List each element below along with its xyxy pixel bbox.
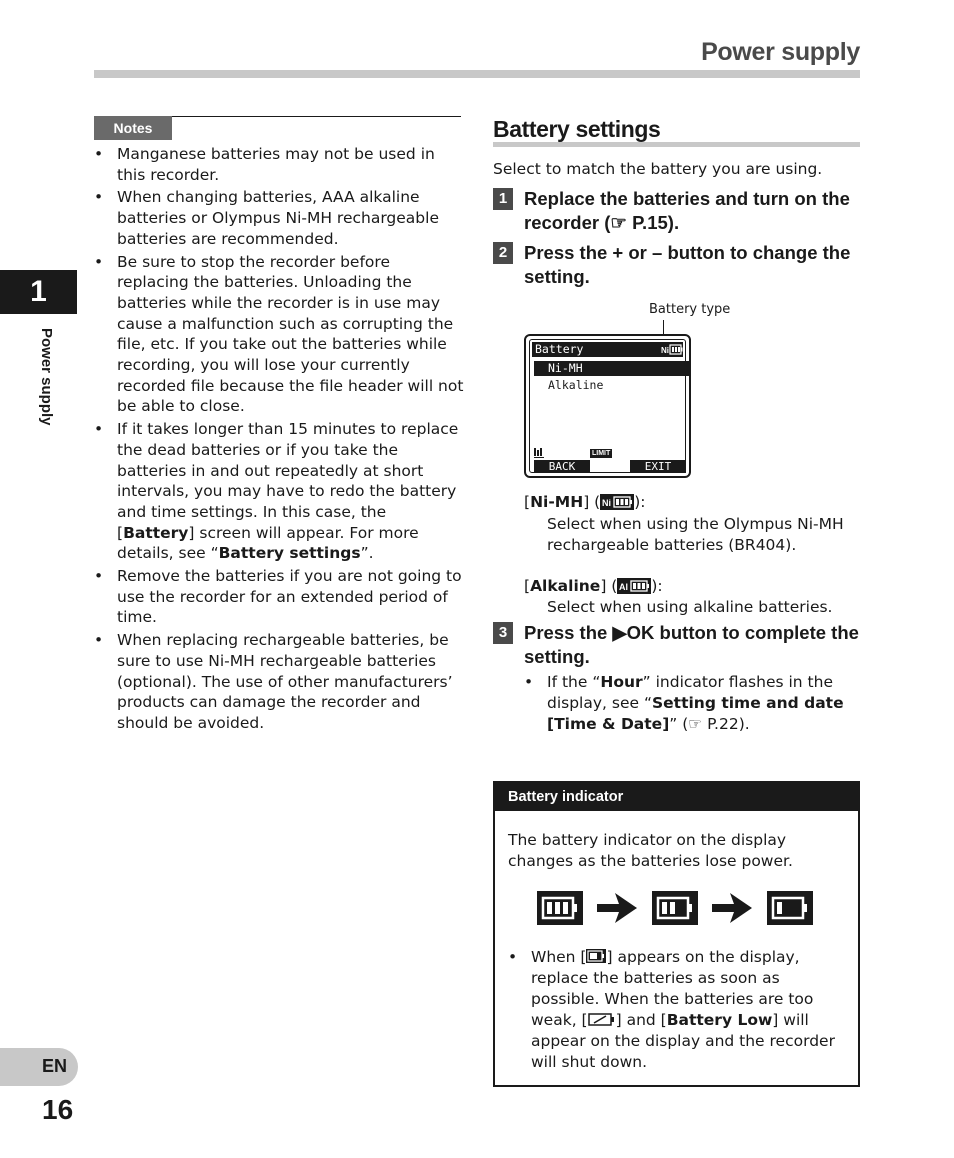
section-intro: Select to match the battery you are using.: [493, 160, 823, 178]
lcd-limit-icon: LIMIT: [592, 450, 611, 457]
lcd-screen: [524, 334, 691, 478]
lcd-battery-icon: [661, 344, 683, 355]
alkaline-battery-badge: Al: [619, 582, 629, 592]
note-hour: Hour: [600, 673, 643, 691]
bullet-battery-low: Battery Low: [666, 1011, 773, 1029]
header-rule: [94, 70, 860, 78]
step-3-badge: 3: [493, 622, 513, 644]
notes-label: Notes: [94, 116, 172, 140]
step-3-text: [524, 621, 864, 668]
note-item: [94, 187, 464, 249]
battery-level-segment: [777, 902, 782, 914]
step-1-badge: 1: [493, 188, 513, 210]
note-a: If the “: [547, 673, 601, 691]
note-item: [94, 419, 464, 564]
language-label: EN: [42, 1056, 68, 1076]
battery-level-icon: [767, 891, 813, 925]
note-time-date: Setting time and date [Time & Date]: [547, 694, 844, 733]
battery-level-segment: [563, 902, 568, 914]
battery-level-segment: [662, 902, 667, 914]
option-alkaline-close: ):: [651, 577, 663, 595]
note-item: [94, 630, 464, 734]
battery-indicator-text: The battery indicator on the display changes as the batteries lose power.: [508, 831, 793, 870]
battery-level-segment: [670, 902, 675, 914]
note-item: [94, 566, 464, 628]
lcd-inner: [529, 339, 686, 473]
step-1-text-b: ).: [667, 211, 680, 233]
nimh-battery-badge: Ni: [602, 498, 612, 508]
battery-indicator-title: Battery indicator: [495, 783, 858, 811]
lcd-title-bar: Battery: [532, 342, 683, 357]
step-1-text-a: Replace the batteries and turn on the recorder (: [524, 188, 850, 233]
battery-empty-icon: [588, 1011, 616, 1027]
option-nimh-close: ):: [634, 493, 646, 511]
alkaline-battery-icon: [617, 578, 651, 594]
section-title: Battery settings: [493, 116, 661, 142]
step-1-page-ref: ☞ P.15: [610, 211, 668, 233]
step-3-text-b: OK button to complete the setting.: [524, 622, 859, 667]
battery-level-segment: [555, 902, 560, 914]
note-e: ” (: [669, 715, 689, 733]
bullet-a: When [: [531, 948, 587, 966]
side-chapter-label: Power supply: [38, 328, 55, 426]
lcd-option-nimh: Ni-MH: [534, 361, 689, 376]
battery-level-sequence: [537, 889, 827, 929]
option-alkaline-desc: Select when using alkaline batteries.: [547, 598, 833, 616]
note-text: When changing batteries, AAA alkaline batteries or Olympus Ni-MH rechargeable batteries are recommended.: [117, 188, 439, 248]
note-item: [94, 144, 464, 185]
bullet-e: ] will appear on the display and the recorder will shut down.: [531, 1011, 835, 1071]
option-nimh-name: Ni-MH: [530, 493, 584, 511]
battery-indicator-bullet: [508, 947, 848, 1073]
step-2-badge: 2: [493, 242, 513, 264]
battery-low-icon: [586, 948, 606, 964]
lcd-option-alkaline: Alkaline: [548, 378, 604, 392]
option-alkaline-mid: ] (: [600, 577, 618, 595]
right-arrow-icon: [597, 893, 637, 923]
option-nimh-open: [: [524, 493, 531, 511]
note-text: Battery settings: [218, 544, 361, 563]
step-3-text-a: Press the: [524, 622, 613, 643]
right-arrow-icon: [712, 893, 752, 923]
bullet-c: ] and [: [615, 1011, 667, 1029]
chapter-number: 1: [30, 275, 47, 308]
step-2-text: Press the + or – button to change the setting.: [524, 242, 851, 287]
notes-list: [94, 144, 464, 736]
note-text: When replacing rechargeable batteries, be sure to use Ni-MH rechargeable batteries (optional). The use of other manufacturers’ products can damage the recorder and should be avoided.: [117, 631, 453, 732]
note-text: Be sure to stop the recorder before replacing the batteries. Unloading the batteries while the recorder is in use may cause a malfunction such as corrupting the file, etc. If you take out the batteries while recording, you will lose your currently recorded file because the file header will not be able to close.: [117, 252, 464, 416]
lcd-back-key: BACK: [534, 460, 590, 473]
note-text: ”.: [360, 544, 374, 563]
option-alkaline: [524, 576, 663, 597]
lcd-exit-key: EXIT: [630, 460, 686, 473]
option-nimh-desc: Select when using the Olympus Ni-MH rechargeable batteries (BR404).: [547, 515, 844, 554]
note-page-ref: ☞ P.22: [688, 715, 739, 733]
option-alkaline-open: [: [524, 577, 531, 595]
battery-level-segment: [547, 902, 552, 914]
lcd-battery-badge: Ni: [661, 346, 669, 355]
note-text: Battery: [123, 523, 189, 542]
play-arrow-icon: ▶: [612, 622, 627, 643]
option-alkaline-name: Alkaline: [530, 577, 601, 595]
note-c: ” indicator flashes in the display, see “: [547, 673, 833, 712]
step-1-text: [524, 187, 864, 234]
section-rule: [493, 142, 860, 147]
battery-type-caption: Battery type: [649, 302, 731, 317]
header-title: Power supply: [701, 38, 860, 66]
note-text: If it takes longer than 15 minutes to replace the dead batteries or if you take the batteries in and out repeatedly at short intervals, you may have to redo the battery and time settings. In this case, the [: [117, 420, 459, 542]
step-3-note: [524, 672, 854, 735]
bullet-b: ] appears on the display, replace the batteries as soon as possible. When the batteries are too weak, [: [531, 948, 814, 1029]
nimh-battery-icon: [600, 494, 634, 510]
note-text: Remove the batteries if you are not going to use the recorder for an extended period of time.: [117, 567, 462, 627]
note-text: ] screen will appear. For more details, see “: [117, 523, 419, 563]
note-text: Manganese batteries may not be used in this recorder.: [117, 145, 435, 184]
lcd-mode-icon: [534, 448, 546, 458]
option-nimh: [524, 492, 646, 513]
note-g: ).: [738, 715, 750, 733]
battery-level-icon: [537, 891, 583, 925]
option-nimh-mid: ] (: [583, 493, 601, 511]
battery-indicator-box: [493, 781, 860, 1087]
note-item: [94, 252, 464, 418]
page-number: 16: [42, 1094, 74, 1125]
battery-level-icon: [652, 891, 698, 925]
